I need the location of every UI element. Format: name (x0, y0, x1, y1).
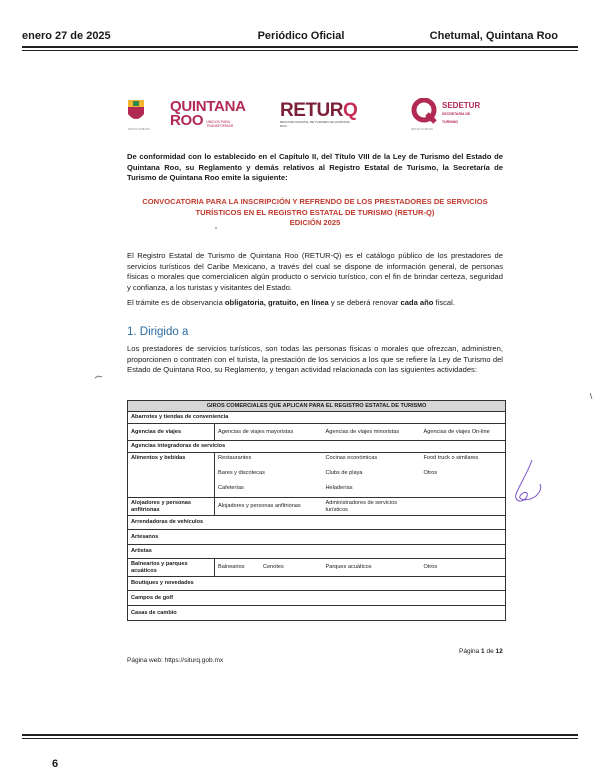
scan-speck (214, 226, 218, 230)
footer-rule (22, 734, 578, 736)
sedetur-name: SEDETUR (442, 101, 481, 110)
table-subcategory-pair (215, 559, 323, 577)
page-counter (459, 648, 503, 655)
table-category: Artistas (128, 545, 506, 559)
table-header: GIROS COMERCIALES QUE APLICAN PARA EL REGISTRO ESTATAL DE TURISMO (128, 401, 506, 412)
table-row (128, 453, 506, 498)
table-category: Alojadores y personas anfitrionas (128, 498, 215, 516)
state-shield-logo (126, 98, 146, 124)
table-row (128, 516, 506, 530)
table-subcategory-col (323, 453, 421, 498)
table-category: Agencias integradoras de servicios (128, 441, 506, 453)
header-location: Chetumal, Quintana Roo (429, 30, 558, 42)
table-subcategory: Bares y discotecas (218, 470, 265, 476)
convocatoria-edition: EDICIÓN 2025 (289, 218, 341, 227)
obligation-text-bold2: cada año (400, 298, 434, 307)
table-subcategory: Agencias de viajes mayoristas (215, 424, 323, 441)
scan-speck (94, 374, 104, 380)
table-row (128, 591, 506, 606)
retur-logo (280, 100, 358, 128)
quintana-roo-slogan: UNIDOS PARA TRANSFORMAR (206, 120, 234, 128)
table-category: Casas de cambio (128, 606, 506, 621)
header-publication: Periódico Oficial (257, 30, 345, 42)
obligation-text-c: y se deberá renovar (328, 298, 401, 307)
table-row (128, 545, 506, 559)
page-counter-current: 1 (481, 648, 485, 655)
table-subcategory: Otros (421, 559, 506, 577)
table-row (128, 530, 506, 545)
retur-q: Q (342, 100, 358, 121)
table-subcategory: Food truck o similares (423, 455, 479, 461)
obligation-paragraph (127, 298, 503, 309)
table-category: Artesanos (128, 530, 506, 545)
convocatoria-title (127, 197, 503, 229)
audience-paragraph: Los prestadores de servicios turísticos, son todas las personas físicas o morales que ofrezcan, administren, proporcionen o contraten con el turista, la prestación de los servicios a los que se refiere la Ley de Turismo del Estado de Quintana Roo, su Reglamento, y tengan actividad relacionada con las siguientes actividades: (127, 344, 503, 374)
table-empty-cell (421, 498, 506, 516)
page-number: 6 (52, 758, 59, 770)
header-rule-thin (22, 50, 578, 51)
sedetur-q-logo (409, 98, 439, 124)
quintana-roo-word2: ROO (170, 112, 204, 129)
signature-mark (510, 458, 546, 506)
table-row (128, 498, 506, 516)
convocatoria-line2: TURÍSTICOS EN EL REGISTRO ESTATAL DE TURISMO (RETUR-Q) (195, 207, 435, 217)
retur-word: RETUR (280, 100, 343, 121)
table-row (128, 424, 506, 441)
table-subcategory: Cafeterías (218, 485, 244, 491)
footer-web-link[interactable]: Página web: https://siturq.gob.mx (127, 657, 224, 664)
table-subcategory-col (421, 453, 506, 498)
convocatoria-line1: CONVOCATORIA PARA LA INSCRIPCIÓN Y REFRENDO DE LOS PRESTADORES DE SERVICIOS (142, 197, 488, 206)
table-subcategory: Alojadores y personas anfitrionas (215, 498, 323, 516)
sedetur-logo (442, 102, 480, 126)
retur-subtitle: REGISTRO ESTATAL DE TURISMO DE QUINTANA ROO (280, 120, 350, 128)
table-subcategory: Balnearios (218, 564, 245, 571)
obligation-text-e: fiscal. (433, 298, 455, 307)
table-subcategory: Restaurantes (218, 455, 252, 461)
table-category: Alimentos y bebidas (128, 453, 215, 498)
table-subcategory: Otros (423, 470, 438, 476)
table-row (128, 441, 506, 453)
table-row (128, 412, 506, 424)
obligation-text-bold1: obligatoria, gratuito, en línea (224, 298, 329, 307)
table-category: Balnearios y parques acuáticos (128, 559, 215, 577)
table-subcategory: Parques acuáticos (323, 559, 421, 577)
table-row (128, 559, 506, 577)
page-counter-of: de (484, 648, 496, 655)
sedetur-subtitle: SECRETARÍA DE TURISMO (442, 112, 471, 124)
retur-description-paragraph: El Registro Estatal de Turismo de Quintana Roo (RETUR-Q) es el catálogo público de los prestadores de servicios turísticos del Caribe Mexicano, a través del cual se dispone de información general, de personas físicas o morales que comercialicen algún producto o servicio turístico, con el fin de brindar certeza, seguridad y confianza, a los turistas y visitantes del Estado. (127, 251, 503, 292)
header-rule (22, 46, 578, 48)
scan-speck (588, 392, 594, 400)
table-subcategory: Administradores de servicios turísticos (323, 498, 421, 516)
page-counter-total: 12 (495, 648, 503, 655)
table-subcategory: Cocinas económicas (325, 455, 378, 461)
section-heading: 1. Dirigido a (127, 326, 189, 338)
giros-table (127, 400, 506, 621)
table-subcategory: Heladerías (325, 485, 353, 491)
table-subcategory-col (215, 453, 323, 498)
quintana-roo-word1: QUINTANA (170, 98, 246, 115)
state-shield-caption: QROO.GOB.MX (128, 127, 151, 131)
table-row (128, 577, 506, 591)
obligation-text-a: El trámite es de observancia (127, 298, 225, 307)
page-counter-label: Página (459, 648, 482, 655)
header-date: enero 27 de 2025 (22, 30, 111, 42)
footer-rule-thin (22, 738, 578, 739)
table-row (128, 606, 506, 621)
table-subcategory: Agencias de viajes On-line (421, 424, 506, 441)
table-category: Boutiques y novedades (128, 577, 506, 591)
quintana-roo-logo (170, 100, 246, 128)
table-subcategory: Clubs de playa (325, 470, 363, 476)
logo-strip (126, 98, 506, 132)
table-category: Campos de golf (128, 591, 506, 606)
table-category: Agencias de viajes (128, 424, 215, 441)
table-category: Arrendadoras de vehículos (128, 516, 506, 530)
table-category: Abarrotes y tiendas de conveniencia (128, 412, 506, 424)
sedetur-q-caption: QROO.GOB.MX (411, 127, 434, 131)
table-subcategory: Cenotes (263, 564, 284, 571)
intro-paragraph: De conformidad con lo establecido en el Capítulo II, del Título VIII de la Ley de Turismo del Estado de Quintana Roo, su Reglamento y demás relativos al Registro Estatal de Turismo, la Secretaría de Turismo de Quintana Roo emite la siguiente: (127, 152, 503, 182)
table-subcategory: Agencias de viajes minoristas (323, 424, 421, 441)
